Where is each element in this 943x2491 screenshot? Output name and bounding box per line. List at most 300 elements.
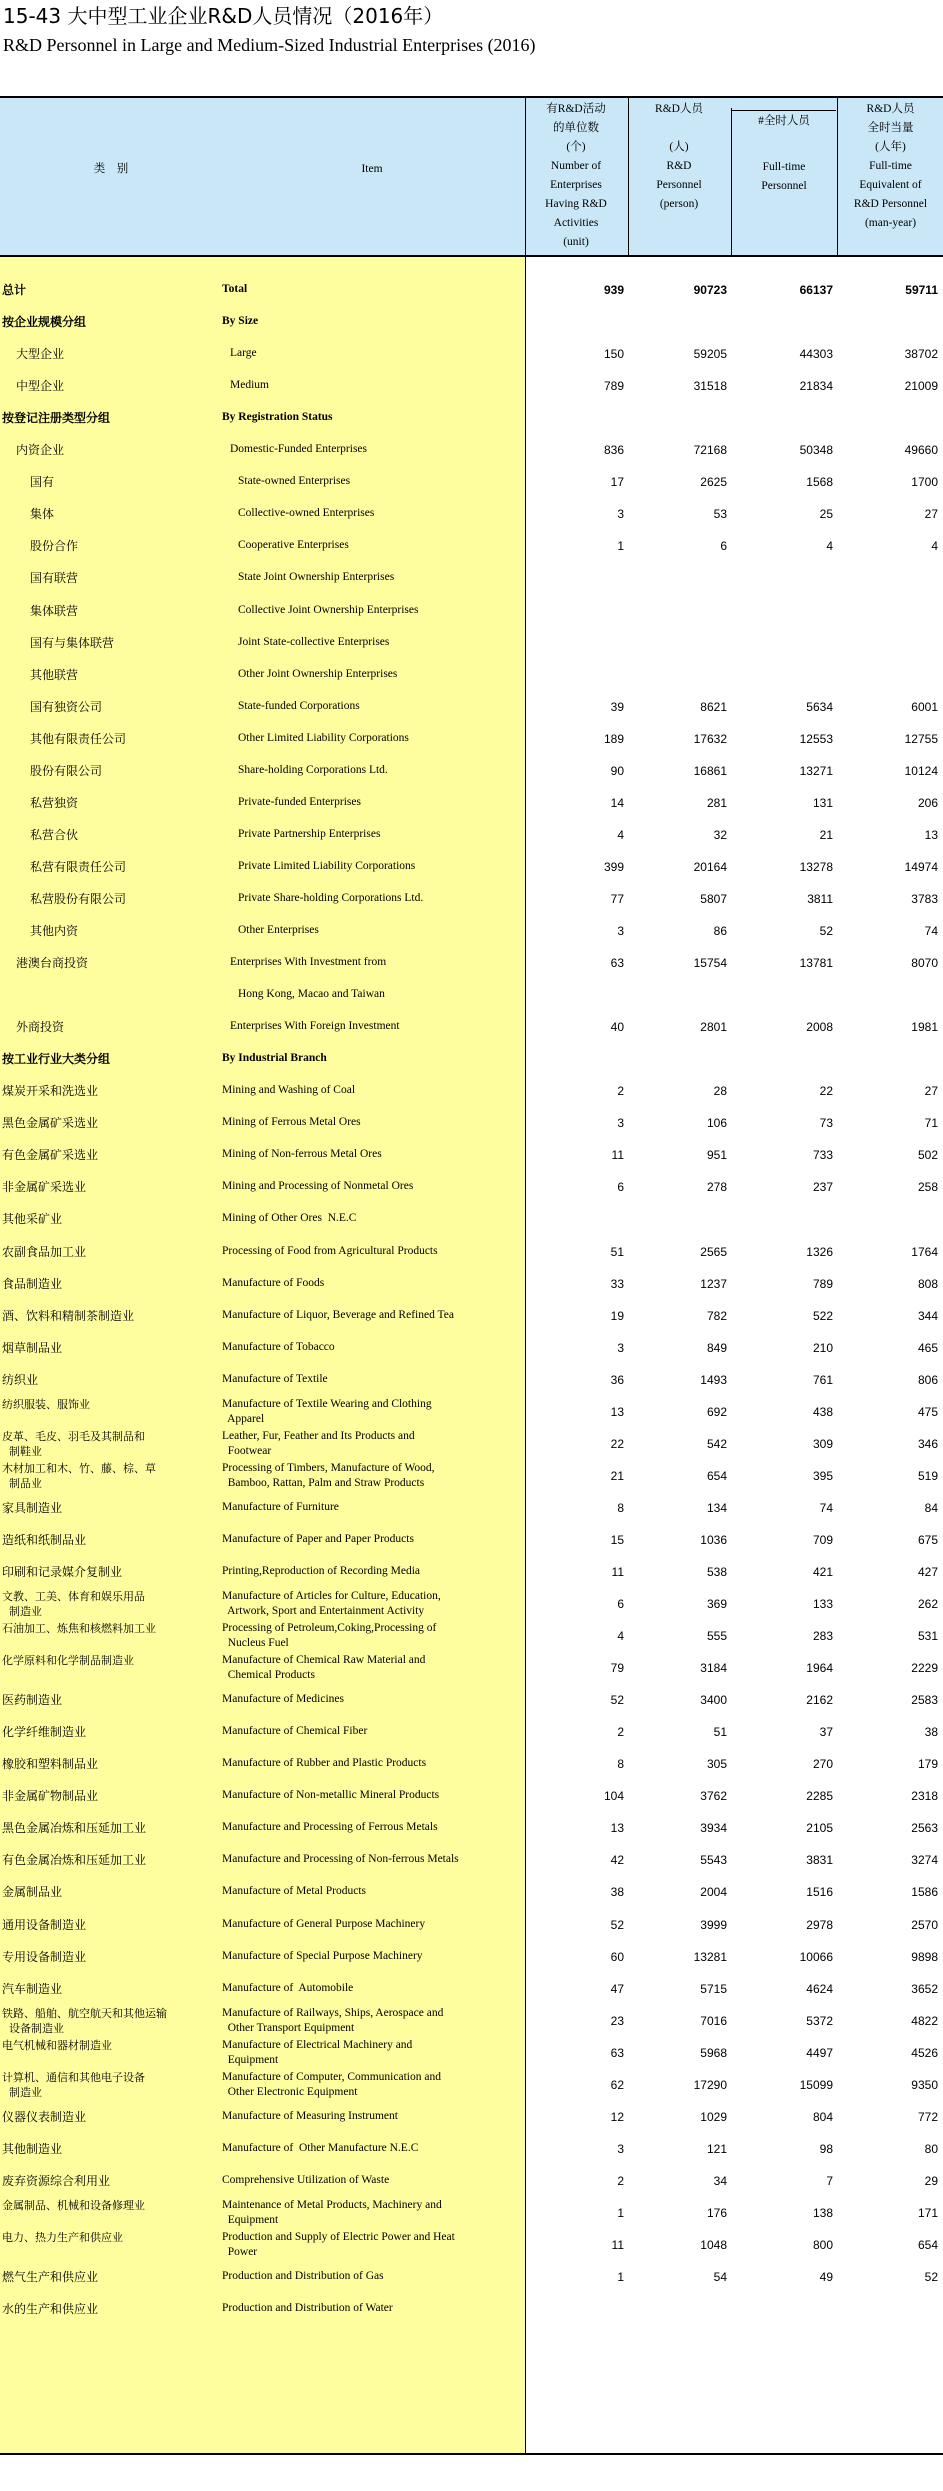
table-row [0,1622,943,1652]
row-label-en: Manufacture of Rubber and Plastic Products [222,1757,427,1769]
value-rd-personnel: 538 [706,1565,727,1579]
value-enterprises: 4 [617,1629,624,1643]
row-label-en: Manufacture of Metal Products [222,1885,367,1897]
value-fte: 14974 [904,860,938,874]
value-fulltime: 283 [812,1629,833,1643]
value-fulltime: 98 [819,2142,833,2156]
value-enterprises: 13 [610,1821,624,1835]
value-fte: 1586 [911,1885,938,1899]
value-rd-personnel: 3934 [700,1821,727,1835]
value-fte: 38702 [904,347,938,361]
value-fte: 531 [917,1629,938,1643]
table-row [0,1013,943,1043]
value-fulltime: 1326 [806,1245,833,1259]
value-fulltime: 133 [812,1597,833,1611]
value-rd-personnel: 3762 [700,1789,727,1803]
value-fulltime: 25 [819,507,833,521]
value-enterprises: 11 [611,1148,624,1162]
row-label-cn: 非金属矿采选业 [2,1180,87,1194]
table-row [0,340,943,370]
value-rd-personnel: 16861 [693,764,727,778]
value-rd-personnel: 278 [706,1180,727,1194]
row-label-en: Joint State-collective Enterprises [238,636,390,648]
value-rd-personnel: 54 [713,2270,727,2284]
value-rd-personnel: 106 [706,1116,727,1130]
value-enterprises: 21 [610,1469,624,1483]
value-enterprises: 60 [610,1950,624,1964]
value-fte: 12755 [904,732,938,746]
row-label-cn: 酒、饮料和精制茶制造业 [2,1309,135,1323]
table-row [0,1270,943,1300]
value-rd-personnel: 17632 [693,732,727,746]
row-label-cn: 家具制造业 [2,1501,63,1515]
value-fulltime: 395 [812,1469,833,1483]
value-fulltime: 66137 [799,283,833,297]
header-category-cn: 类 别 [93,163,129,175]
value-enterprises: 13 [610,1405,624,1419]
value-fte: 2583 [911,1693,938,1707]
value-rd-personnel: 15754 [693,956,727,970]
col-divider-4 [837,96,838,257]
value-rd-personnel: 5807 [700,892,727,906]
value-rd-personnel: 13281 [693,1950,727,1964]
table-row [0,1526,943,1556]
row-label-en: Mining of Other Ores N.E.C [222,1212,357,1224]
table-title-en: R&D Personnel in Large and Medium-Sized Industrial Enterprises (2016) [3,35,536,55]
value-enterprises: 189 [603,732,624,746]
table-row [0,757,943,787]
row-label-en: Private Limited Liability Corporations [238,860,416,872]
value-rd-personnel: 951 [706,1148,727,1162]
value-rd-personnel: 1029 [700,2110,727,2124]
row-label-cn: 私营有限责任公司 [30,860,127,874]
value-rd-personnel: 20164 [693,860,727,874]
value-enterprises: 1 [617,2206,624,2220]
title-block [0,0,943,96]
value-rd-personnel: 28 [713,1084,727,1098]
row-label-en: Domestic-Funded Enterprises [230,443,368,455]
value-fte: 179 [917,1757,938,1771]
row-label-cn: 仪器仪表制造业 [2,2110,87,2124]
table-row [0,917,943,947]
value-fte: 654 [917,2238,938,2252]
table-row [0,1366,943,1396]
value-fte: 258 [917,1180,938,1194]
row-label-cn: 国有联营 [30,571,79,585]
row-label-cn: 造纸和纸制品业 [2,1533,87,1547]
table-row [0,1878,943,1908]
value-enterprises: 38 [610,1885,624,1899]
row-label-cn: 其他制造业 [2,2142,63,2156]
row-label-cn: 煤炭开采和洗选业 [2,1084,99,1098]
value-fulltime: 1516 [806,1885,833,1899]
value-fulltime: 73 [819,1116,833,1130]
value-enterprises: 22 [610,1437,624,1451]
value-fte: 9350 [911,2078,938,2092]
value-enterprises: 23 [610,2014,624,2028]
value-fulltime: 2105 [806,1821,833,1835]
row-label-cn: 国有独资公司 [30,700,103,714]
row-label-en: Manufacture of Railways, Ships, Aerospace and Other Transport Equipment [222,2007,444,2034]
table-row [0,2199,943,2229]
row-label-cn: 国有与集体联营 [30,636,115,650]
value-fulltime: 49 [819,2270,833,2284]
row-label-en: Large [230,347,257,359]
value-rd-personnel: 90723 [693,283,727,297]
value-fte: 21009 [904,379,938,393]
value-fte: 3652 [911,1982,938,1996]
row-label-cn: 按企业规模分组 [2,315,87,329]
value-enterprises: 399 [603,860,624,874]
value-enterprises: 62 [610,2078,624,2092]
value-rd-personnel: 6 [720,539,727,553]
value-enterprises: 90 [610,764,624,778]
header-fte: R&D人员 全时当量 (人年) Full-time Equivalent of R&D Personnel (man-year) [853,103,928,229]
row-label-cn: 金属制品业 [2,1885,63,1899]
row-label-en: State-owned Enterprises [238,475,351,487]
value-fulltime: 13781 [799,956,833,970]
row-label-en: Enterprises With Foreign Investment [230,1020,400,1032]
value-rd-personnel: 5543 [700,1853,727,1867]
table-row [0,1782,943,1812]
value-fulltime: 37 [819,1725,833,1739]
value-enterprises: 8 [617,1757,624,1771]
row-label-en: Manufacture of Medicines [222,1693,344,1705]
value-enterprises: 3 [617,2142,624,2156]
value-rd-personnel: 2625 [700,475,727,489]
value-fte: 171 [917,2206,938,2220]
value-fulltime: 5634 [806,700,833,714]
value-fte: 29 [924,2174,938,2188]
value-rd-personnel: 5968 [700,2046,727,2060]
value-enterprises: 51 [610,1245,624,1259]
value-enterprises: 19 [610,1309,624,1323]
value-fulltime: 761 [812,1373,833,1387]
value-fte: 346 [917,1437,938,1451]
row-label-en: By Industrial Branch [222,1052,327,1064]
table-row [0,1077,943,1107]
value-fulltime: 74 [819,1501,833,1515]
table-row [0,1109,943,1139]
value-fte: 427 [917,1565,938,1579]
value-fulltime: 270 [812,1757,833,1771]
row-label-en: Other Enterprises [238,924,319,936]
row-label-en: Hong Kong, Macao and Taiwan [238,988,385,1000]
value-enterprises: 150 [603,347,624,361]
row-label-en: Manufacture of Liquor, Beverage and Refined Tea [222,1309,454,1321]
value-enterprises: 2 [617,1084,624,1098]
value-enterprises: 789 [603,379,624,393]
value-enterprises: 11 [611,1565,624,1579]
table-row [0,2007,943,2037]
col-divider-2 [628,96,629,257]
value-fulltime: 309 [812,1437,833,1451]
row-label-en: Mining of Non-ferrous Metal Ores [222,1148,382,1160]
col-divider-3 [731,108,732,257]
row-label-en: By Registration Status [222,411,333,423]
row-label-en: Manufacture of Articles for Culture, Education, Artwork, Sport and Entertainment Activity [222,1590,441,1617]
value-fte: 262 [917,1597,938,1611]
row-label-cn: 股份合作 [30,539,79,553]
table-row [0,2167,943,2197]
value-fulltime: 3811 [807,892,833,906]
table-row [0,1654,943,1684]
value-fulltime: 7 [826,2174,833,2188]
header-rd-personnel: R&D人员 (人) R&D Personnel (person) [655,103,703,210]
table-row [0,661,943,691]
value-rd-personnel: 8621 [700,700,727,714]
table-row [0,1814,943,1844]
value-enterprises: 1 [617,539,624,553]
table-row [0,821,943,851]
value-rd-personnel: 1493 [700,1373,727,1387]
value-rd-personnel: 654 [706,1469,727,1483]
table-row [0,1462,943,1492]
table-row [0,1334,943,1364]
value-fulltime: 421 [812,1565,833,1579]
table-row [0,885,943,915]
row-label-en: Manufacture of Textile [222,1373,328,1385]
table-row [0,1750,943,1780]
value-fte: 2570 [911,1918,938,1932]
table-row [0,1590,943,1620]
value-fulltime: 1568 [806,475,833,489]
value-fulltime: 438 [812,1405,833,1419]
table-row [0,1494,943,1524]
value-enterprises: 42 [610,1853,624,1867]
value-enterprises: 40 [610,1020,624,1034]
value-fte: 3783 [911,892,938,906]
value-enterprises: 12 [610,2110,624,2124]
row-label-cn: 烟草制品业 [2,1341,63,1355]
row-label-cn: 化学原料和化学制品制造业 [2,1654,134,1667]
table-row [0,693,943,723]
value-fulltime: 13271 [799,764,833,778]
value-fte: 475 [917,1405,938,1419]
row-label-cn: 非金属矿物制品业 [2,1789,99,1803]
row-label-cn: 电力、热力生产和供应业 [2,2231,123,2244]
row-label-cn: 集体联营 [30,604,79,618]
table-bottom-rule [0,2453,943,2455]
header-fulltime-top: #全时人员 [758,115,810,127]
value-fte: 10124 [904,764,938,778]
row-label-en: Processing of Food from Agricultural Products [222,1245,438,1257]
row-label-cn: 外商投资 [16,1020,65,1034]
row-label-en: Manufacture of Furniture [222,1501,339,1513]
value-fte: 344 [917,1309,938,1323]
row-label-en: Manufacture of Textile Wearing and Clothing Apparel [222,1398,432,1425]
table-row [0,276,943,306]
row-label-en: Collective-owned Enterprises [238,507,375,519]
row-label-cn: 电气机械和器材制造业 [2,2039,112,2052]
value-enterprises: 63 [610,956,624,970]
row-label-en: Manufacture of Tobacco [222,1341,335,1353]
row-label-cn: 木材加工和木、竹、藤、棕、草 制品业 [2,1462,156,1490]
row-label-en: Production and Distribution of Gas [222,2270,384,2282]
row-label-cn: 金属制品、机械和设备修理业 [2,2199,145,2212]
row-label-cn: 化学纤维制造业 [2,1725,87,1739]
row-label-cn: 内资企业 [16,443,65,457]
row-label-en: State Joint Ownership Enterprises [238,571,395,583]
row-label-en: Manufacture of Chemical Fiber [222,1725,368,1737]
row-label-cn: 其他采矿业 [2,1212,63,1226]
value-fulltime: 1964 [806,1661,833,1675]
row-label-en: Collective Joint Ownership Enterprises [238,604,419,616]
table-row [0,1045,943,1075]
value-fulltime: 4497 [806,2046,833,2060]
row-label-cn: 印刷和记录媒介复制业 [2,1565,123,1579]
value-fulltime: 50348 [799,443,833,457]
value-fte: 519 [917,1469,938,1483]
row-label-cn: 股份有限公司 [30,764,103,778]
row-label-en: Printing,Reproduction of Recording Media [222,1565,421,1577]
value-fulltime: 733 [812,1148,833,1162]
table-row [0,629,943,659]
value-fte: 2318 [911,1789,938,1803]
row-label-en: Cooperative Enterprises [238,539,349,551]
row-label-en: Manufacture of General Purpose Machinery [222,1918,426,1930]
row-label-cn: 国有 [30,475,55,489]
row-label-cn: 其他联营 [30,668,79,682]
value-fte: 74 [924,924,938,938]
table-row [0,949,943,979]
row-label-en: Processing of Timbers, Manufacture of Wood, Bamboo, Rattan, Palm and Straw Products [222,1462,435,1489]
value-fte: 8070 [911,956,938,970]
value-fte: 2563 [911,1821,938,1835]
table-row [0,981,943,1011]
row-label-cn: 其他内资 [30,924,79,938]
value-fte: 206 [917,796,938,810]
value-enterprises: 8 [617,1501,624,1515]
value-fulltime: 138 [812,2206,833,2220]
value-fte: 1764 [911,1245,938,1259]
value-fulltime: 15099 [799,2078,833,2092]
row-label-cn: 废弃资源综合利用业 [2,2174,111,2188]
row-label-cn: 其他有限责任公司 [30,732,127,746]
table-row [0,1975,943,2005]
row-label-cn: 总计 [2,283,27,297]
row-label-cn: 有色金属冶炼和压延加工业 [2,1853,147,1867]
value-fulltime: 789 [812,1277,833,1291]
value-fulltime: 21834 [799,379,833,393]
row-label-en: Production and Supply of Electric Power and Heat Power [222,2231,455,2258]
value-fulltime: 804 [812,2110,833,2124]
value-fulltime: 709 [812,1533,833,1547]
value-enterprises: 39 [610,700,624,714]
row-label-cn: 黑色金属矿采选业 [2,1116,99,1130]
value-enterprises: 52 [610,1918,624,1932]
value-rd-personnel: 555 [706,1629,727,1643]
value-fulltime: 800 [812,2238,833,2252]
row-label-en: By Size [222,315,259,327]
value-rd-personnel: 53 [713,507,727,521]
value-enterprises: 939 [603,283,624,297]
row-label-cn: 纺织服装、服饰业 [2,1398,90,1411]
value-enterprises: 14 [610,796,624,810]
table-row [0,1558,943,1588]
value-rd-personnel: 2565 [700,1245,727,1259]
value-enterprises: 79 [610,1661,624,1675]
value-rd-personnel: 2004 [700,1885,727,1899]
value-rd-personnel: 3184 [700,1661,727,1675]
row-label-cn: 计算机、通信和其他电子设备 制造业 [2,2071,145,2099]
row-label-en: Leather, Fur, Feather and Its Products and Footwear [222,1430,415,1457]
row-label-cn: 有色金属矿采选业 [2,1148,99,1162]
row-label-cn: 燃气生产和供应业 [2,2270,99,2284]
value-enterprises: 2 [617,2174,624,2188]
row-label-en: Manufacture of Other Manufacture N.E.C [222,2142,419,2154]
row-label-cn: 港澳台商投资 [16,956,89,970]
row-label-cn: 私营独资 [30,796,79,810]
value-enterprises: 2 [617,1725,624,1739]
value-fulltime: 13278 [799,860,833,874]
row-label-en: Total [222,283,248,295]
row-label-en: Comprehensive Utilization of Waste [222,2174,390,2186]
value-fte: 502 [917,1148,938,1162]
value-enterprises: 77 [610,892,624,906]
row-label-cn: 通用设备制造业 [2,1918,87,1932]
row-label-en: Other Limited Liability Corporations [238,732,409,744]
value-fte: 80 [924,2142,938,2156]
value-enterprises: 836 [603,443,624,457]
value-fulltime: 131 [812,796,833,810]
value-fte: 6001 [911,700,938,714]
row-label-cn: 私营合伙 [30,828,79,842]
row-label-en: Manufacture of Special Purpose Machinery [222,1950,423,1962]
value-fte: 13 [924,828,938,842]
value-rd-personnel: 5715 [700,1982,727,1996]
row-label-cn: 按工业行业大类分组 [2,1052,111,1066]
row-label-en: Private-funded Enterprises [238,796,361,808]
value-rd-personnel: 369 [706,1597,727,1611]
header-subline [732,110,836,111]
value-rd-personnel: 1036 [700,1533,727,1547]
table-row [0,500,943,530]
table-row [0,532,943,562]
row-label-cn: 纺织业 [2,1373,39,1387]
value-fte: 27 [924,507,938,521]
row-label-cn: 大型企业 [16,347,65,361]
row-label-en: State-funded Corporations [238,700,360,712]
table-row [0,564,943,594]
value-fulltime: 10066 [799,1950,833,1964]
table-row [0,1205,943,1235]
value-rd-personnel: 1048 [700,2238,727,2252]
table-row [0,1718,943,1748]
row-label-cn: 专用设备制造业 [2,1950,87,1964]
row-label-en: Manufacture of Computer, Communication and Other Electronic Equipment [222,2071,441,2098]
value-rd-personnel: 849 [706,1341,727,1355]
table-row [0,2263,943,2293]
value-enterprises: 4 [617,828,624,842]
table-row [0,2039,943,2069]
value-fulltime: 210 [812,1341,833,1355]
row-label-cn: 水的生产和供应业 [2,2302,99,2316]
value-rd-personnel: 176 [706,2206,727,2220]
value-rd-personnel: 3400 [700,1693,727,1707]
value-fulltime: 2978 [806,1918,833,1932]
table-row [0,1430,943,1460]
value-fte: 71 [924,1116,938,1130]
table-row [0,1141,943,1171]
value-fulltime: 237 [812,1180,833,1194]
value-rd-personnel: 542 [706,1437,727,1451]
row-label-cn: 农副食品加工业 [2,1245,87,1259]
table-row [0,372,943,402]
row-label-cn: 私营股份有限公司 [30,892,127,906]
value-rd-personnel: 51 [713,1725,727,1739]
table-row [0,1302,943,1332]
